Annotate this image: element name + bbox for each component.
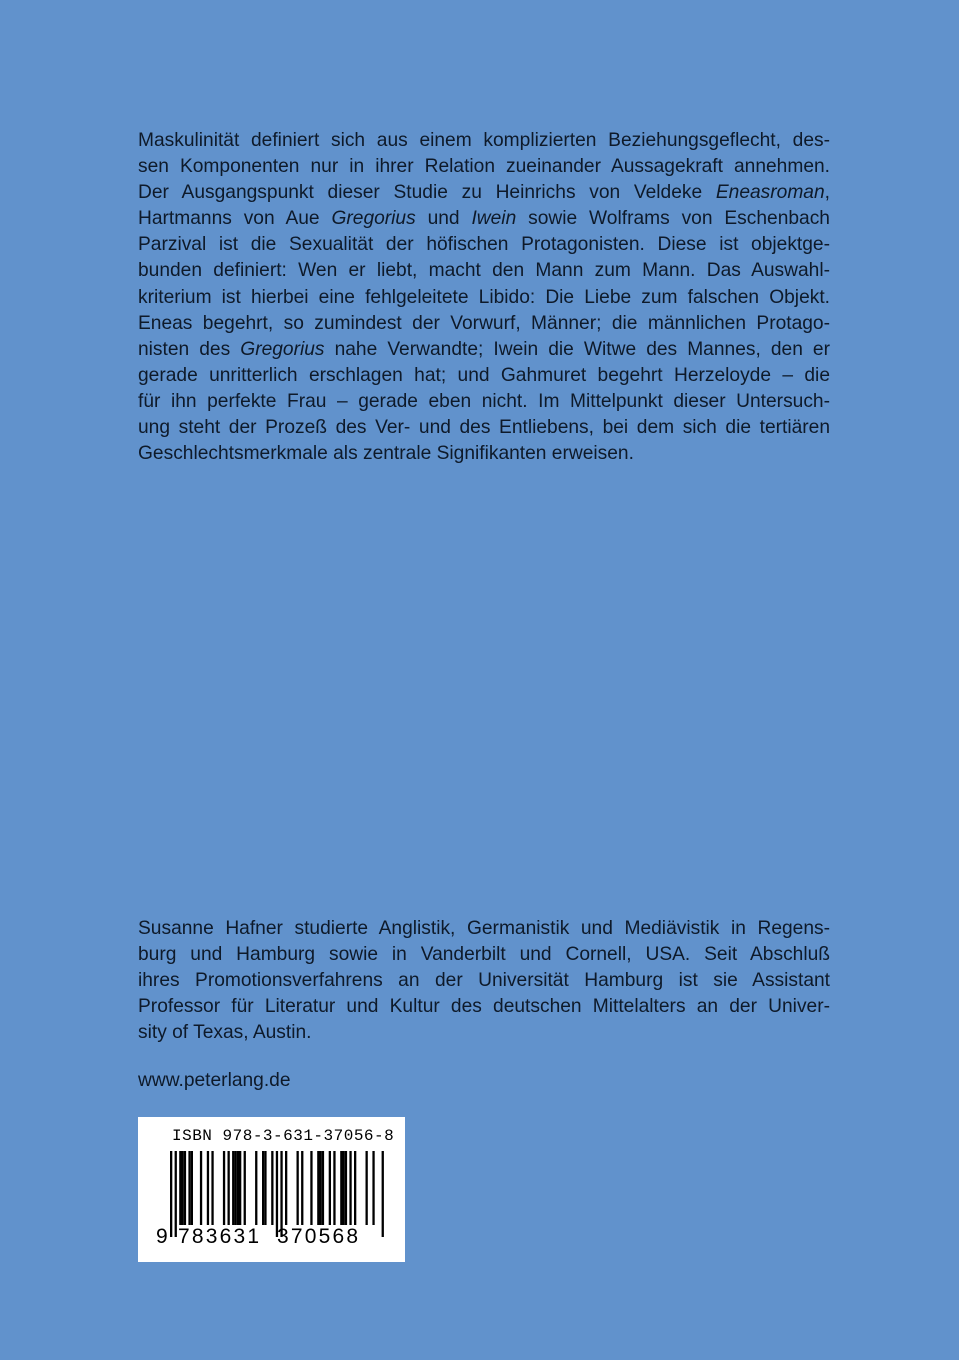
- barcode-bar: [322, 1151, 324, 1225]
- barcode-bar: [200, 1151, 202, 1225]
- blurb-line: Eneas begehrt, so zumindest der Vorwurf, Männer; die männlichen Protago-: [138, 312, 830, 334]
- barcode-bar: [329, 1151, 331, 1225]
- barcode-bar: [262, 1151, 264, 1225]
- barcode-right-digits: 370568: [277, 1225, 361, 1248]
- barcode-bar: [264, 1151, 266, 1225]
- blurb-text: [138, 128, 830, 467]
- barcode-bar: [372, 1151, 374, 1225]
- barcode-bar: [285, 1151, 287, 1225]
- blurb-line: Maskulinität definiert sich aus einem komplizierten Beziehungsgeflecht, des-: [138, 130, 830, 151]
- blurb-line: für ihn perfekte Frau – gerade eben nicht. Im Mittelpunkt dieser Untersuch-: [138, 390, 830, 412]
- barcode-bar: [382, 1151, 384, 1237]
- barcode-bar: [310, 1151, 312, 1225]
- barcode-bar: [182, 1151, 184, 1225]
- bio-line: sity of Texas, Austin.: [138, 1022, 312, 1044]
- barcode-bar: [317, 1151, 319, 1225]
- barcode-bar: [234, 1151, 236, 1225]
- blurb-line: sen Komponenten nur in ihrer Relation zueinander Aussagekraft annehmen.: [138, 156, 830, 178]
- barcode-bar: [366, 1151, 368, 1225]
- barcode-bar: [345, 1151, 347, 1225]
- publisher-website: www.peterlang.de: [138, 1070, 291, 1091]
- barcode-bar: [170, 1151, 172, 1237]
- barcode-bar: [188, 1151, 190, 1225]
- barcode-bar: [343, 1151, 345, 1225]
- barcode-bar: [239, 1151, 241, 1225]
- barcode-bar: [184, 1151, 186, 1225]
- barcode-bar: [349, 1151, 351, 1225]
- barcode-bar: [211, 1151, 213, 1225]
- bio-line: burg und Hamburg sowie in Vanderbilt und Cornell, USA. Seit Abschluß: [138, 944, 830, 966]
- title-iwein: Iwein: [471, 208, 517, 230]
- barcode-bar: [301, 1151, 303, 1225]
- barcode-bar: [354, 1151, 356, 1225]
- blurb-line: gerade unritterlich erschlagen hat; und Gahmuret begehrt Herzeloyde – die: [138, 364, 830, 386]
- blurb-line: Geschlechtsmerkmale als zentrale Signifikanten erweisen.: [138, 443, 634, 465]
- barcode-bar: [179, 1151, 181, 1225]
- blurb-line: Hartmanns von Aue Gregorius und Iwein sowie Wolframs von Eschenbach: [138, 208, 830, 230]
- bio-line: Susanne Hafner studierte Anglistik, Germanistik und Mediävistik in Regens-: [138, 918, 830, 939]
- barcode-bar: [255, 1151, 257, 1225]
- barcode-bar: [340, 1151, 342, 1225]
- barcode-bar: [223, 1151, 225, 1225]
- barcode-bar: [271, 1151, 273, 1225]
- title-eneasroman: Eneasroman: [715, 182, 825, 204]
- blurb-line: bunden definiert: Wen er liebt, macht den Mann zum Mann. Das Auswahl-: [138, 260, 830, 282]
- barcode-bar: [320, 1151, 322, 1225]
- isbn-label: ISBN 978-3-631-37056-8: [172, 1127, 395, 1145]
- barcode-bar: [244, 1151, 246, 1225]
- barcode-first-digit: 9: [156, 1225, 168, 1248]
- bio-line: Professor für Literatur und Kultur des deutschen Mittelalters an der Univer-: [138, 996, 830, 1018]
- author-bio: [138, 916, 830, 1046]
- blurb-line: nisten des Gregorius nahe Verwandte; Iwein die Witwe des Mannes, den er: [138, 338, 830, 360]
- blurb-line: kriterium ist hierbei eine fehlgeleitete Libido: Die Liebe zum falschen Objekt.: [138, 286, 830, 308]
- title-gregorius: Gregorius: [240, 338, 325, 360]
- barcode-bar: [297, 1151, 299, 1225]
- barcode: [138, 1117, 405, 1262]
- blurb-line: Parzival ist die Sexualität der höfischen Protagonisten. Diese ist objektge-: [138, 234, 830, 256]
- title-gregorius: Gregorius: [331, 208, 416, 230]
- barcode-bar: [175, 1151, 177, 1237]
- barcode-left-digits: 783631: [178, 1225, 262, 1248]
- blurb-line: ung steht der Prozeß des Ver- und des Entliebens, bei dem sich die tertiären: [138, 417, 830, 439]
- barcode-bar: [333, 1151, 335, 1225]
- barcode-bar: [207, 1151, 209, 1225]
- barcode-bar: [232, 1151, 234, 1225]
- blurb-line: Der Ausgangspunkt dieser Studie zu Heinrichs von Veldeke Eneasroman,: [138, 182, 830, 204]
- barcode-bar: [237, 1151, 239, 1225]
- barcode-bar: [191, 1151, 193, 1225]
- bio-line: ihres Promotionsverfahrens an der Universität Hamburg ist sie Assistant: [138, 970, 830, 992]
- barcode-bar: [228, 1151, 230, 1225]
